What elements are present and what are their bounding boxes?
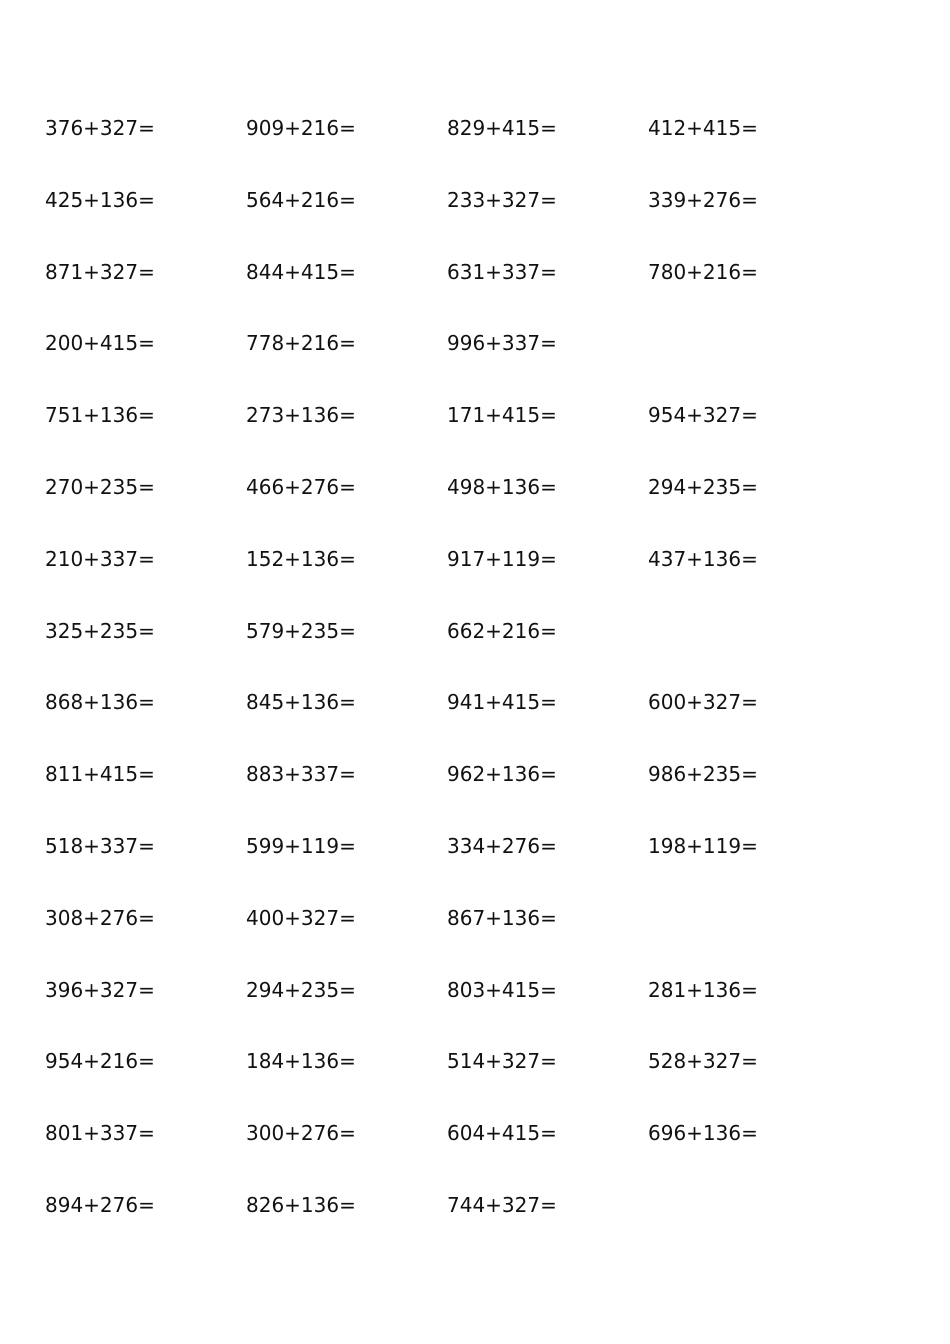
- arithmetic-problem: 871+327=: [45, 259, 155, 284]
- arithmetic-problem: [648, 613, 849, 685]
- arithmetic-problem: 954+216=: [45, 1049, 155, 1074]
- arithmetic-problem: 600+327=: [648, 690, 758, 715]
- arithmetic-problem: 518+337=: [45, 833, 155, 858]
- arithmetic-problem: 604+415=: [447, 1121, 557, 1146]
- arithmetic-problem: 171+415=: [447, 403, 557, 428]
- arithmetic-problem: 811+415=: [45, 762, 155, 787]
- arithmetic-problem: 152+136=: [246, 546, 356, 571]
- arithmetic-problem: 273+136=: [246, 403, 356, 428]
- arithmetic-problem: 396+327=: [45, 977, 155, 1002]
- arithmetic-problem: 325+235=: [45, 618, 155, 643]
- arithmetic-problem: 437+136=: [648, 546, 758, 571]
- arithmetic-problem: [648, 900, 849, 972]
- arithmetic-problem: 801+337=: [45, 1121, 155, 1146]
- arithmetic-problem: 744+327=: [447, 1192, 557, 1217]
- arithmetic-problem: 844+415=: [246, 259, 356, 284]
- arithmetic-problem: 845+136=: [246, 690, 356, 715]
- arithmetic-problem: 281+136=: [648, 977, 758, 1002]
- problem-grid: [45, 110, 885, 1259]
- arithmetic-problem: [648, 1187, 849, 1259]
- arithmetic-problem: 962+136=: [447, 762, 557, 787]
- arithmetic-problem: 867+136=: [447, 905, 557, 930]
- arithmetic-problem: 780+216=: [648, 259, 758, 284]
- arithmetic-problem: 996+337=: [447, 331, 557, 356]
- arithmetic-problem: 412+415=: [648, 116, 758, 140]
- arithmetic-problem: 894+276=: [45, 1192, 155, 1217]
- arithmetic-problem: 954+327=: [648, 403, 758, 428]
- arithmetic-problem: 308+276=: [45, 905, 155, 930]
- arithmetic-problem: 334+276=: [447, 833, 557, 858]
- arithmetic-problem: 662+216=: [447, 618, 557, 643]
- arithmetic-problem: 514+327=: [447, 1049, 557, 1074]
- arithmetic-problem: 425+136=: [45, 187, 155, 212]
- arithmetic-problem: 599+119=: [246, 833, 356, 858]
- arithmetic-problem: 294+235=: [648, 474, 758, 499]
- arithmetic-problem: 778+216=: [246, 331, 356, 356]
- arithmetic-problem: 986+235=: [648, 762, 758, 787]
- arithmetic-problem: 751+136=: [45, 403, 155, 428]
- arithmetic-problem: 631+337=: [447, 259, 557, 284]
- arithmetic-problem: 376+327=: [45, 116, 155, 140]
- arithmetic-problem: 339+276=: [648, 187, 758, 212]
- arithmetic-problem: 696+136=: [648, 1121, 758, 1146]
- arithmetic-problem: 233+327=: [447, 187, 557, 212]
- arithmetic-problem: 294+235=: [246, 977, 356, 1002]
- arithmetic-problem: 917+119=: [447, 546, 557, 571]
- arithmetic-problem: 829+415=: [447, 116, 557, 140]
- arithmetic-problem: 466+276=: [246, 474, 356, 499]
- arithmetic-problem: 198+119=: [648, 833, 758, 858]
- arithmetic-problem: 909+216=: [246, 116, 356, 140]
- arithmetic-problem: 498+136=: [447, 474, 557, 499]
- arithmetic-problem: 270+235=: [45, 474, 155, 499]
- arithmetic-problem: 210+337=: [45, 546, 155, 571]
- arithmetic-problem: 883+337=: [246, 762, 356, 787]
- arithmetic-problem: 528+327=: [648, 1049, 758, 1074]
- arithmetic-problem: 868+136=: [45, 690, 155, 715]
- arithmetic-problem: [648, 325, 849, 397]
- arithmetic-problem: 826+136=: [246, 1192, 356, 1217]
- arithmetic-problem: 400+327=: [246, 905, 356, 930]
- arithmetic-problem: 300+276=: [246, 1121, 356, 1146]
- arithmetic-problem: 941+415=: [447, 690, 557, 715]
- arithmetic-problem: 579+235=: [246, 618, 356, 643]
- arithmetic-problem: 803+415=: [447, 977, 557, 1002]
- arithmetic-problem: 184+136=: [246, 1049, 356, 1074]
- arithmetic-problem: 564+216=: [246, 187, 356, 212]
- arithmetic-problem: 200+415=: [45, 331, 155, 356]
